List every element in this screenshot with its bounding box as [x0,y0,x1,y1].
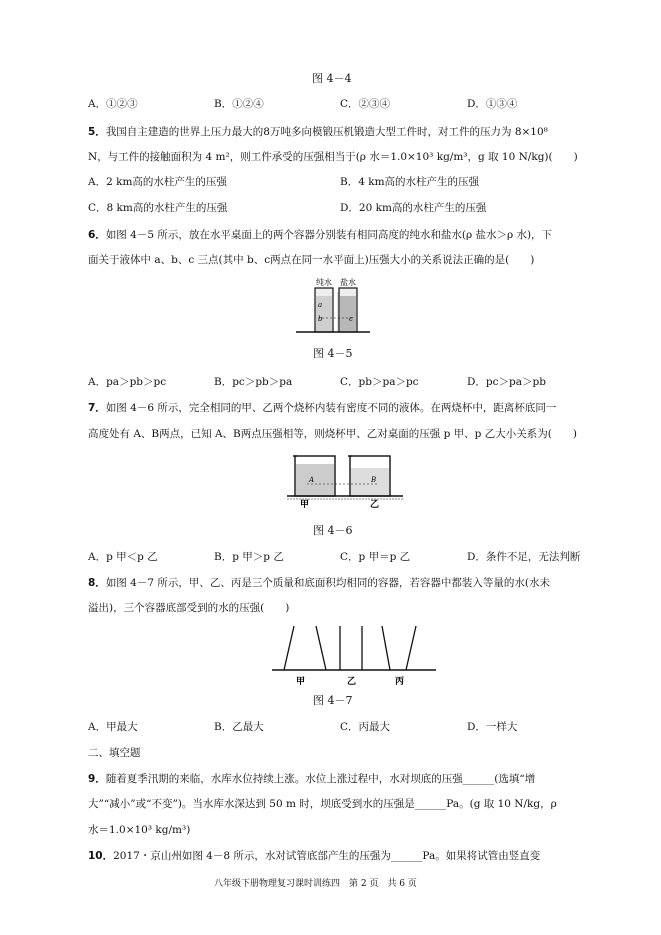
q7-option-d: D．条件不足，无法判断 [467,551,581,563]
q6-option-d: D．pc＞pa＞pb [467,376,546,388]
question-8-number: 8． [88,577,106,589]
figure-caption-4-6: 图 4－6 [313,524,353,537]
label-bing: 丙 [395,677,405,687]
q5-option-a: A．2 km高的水柱产生的压强 [88,176,227,188]
q8-option-d: D．一样大 [467,721,518,733]
page-footer: 八年级下册物理复习课时训练四 第 2 页 共 6 页 [214,879,417,889]
figure-caption-4-4: 图 4－4 [312,72,352,85]
container-jia [284,626,326,670]
question-5-number: 5． [88,126,106,138]
figure-caption-4-5: 图 4－5 [313,347,353,360]
q4-option-d: D．①③④ [467,98,518,110]
question-8-line1: 8．如图 4－7 所示，甲、乙、丙是三个质量和底面积均相同的容器，若容器中都装入等量的水(水未 [88,577,550,589]
label-pure-water: 纯水 [316,278,332,287]
container-bing [382,626,416,670]
q4-option-c: C．②③④ [340,98,391,110]
q5-option-d: D．20 km高的水柱产生的压强 [340,202,487,214]
figure-caption-4-7: 图 4－7 [313,694,353,707]
label-jia: 甲 [300,500,310,508]
question-5-line1: 5．我国自主建造的世界上压力最大的8万吨多向模锻压机锻造大型工件时，对工件的压力为 8×10⁸ [88,126,548,138]
q8-option-a: A．甲最大 [88,721,138,733]
question-9-line3: 水＝1.0×10³ kg/m³) [88,824,191,836]
label-yi: 乙 [347,677,357,687]
pure-water-beaker [315,288,333,332]
point-c: c [349,315,353,323]
question-6-line2: 面关于液体中 a、b、c 三点(其中 b、c两点在同一水平面上)压强大小的关系说法正确的是( ) [88,254,535,266]
question-6-line1: 6．如图 4－5 所示，放在水平桌面上的两个容器分别装有相同高度的纯水和盐水(ρ 盐水＞ρ 水)，下 [88,229,553,241]
figure-4-7 [270,620,440,690]
label-salt-water: 盐水 [340,278,356,287]
section-heading-fill-in: 二、填空题 [88,747,141,759]
question-9-line2: 大”“减小”或“不变”)。当水库水深达到 50 m 时，坝底受到水的压强是______Pa。(g 取 10 N/kg，ρ [88,798,557,810]
q7-option-b: B．p 甲＞p 乙 [214,551,284,563]
q7-option-a: A．p 甲＜p 乙 [88,551,158,563]
point-b: b [318,315,323,323]
question-8-line2: 溢出)，三个容器底部受到的水的压强( ) [88,602,290,614]
point-A: A [309,476,315,484]
q6-option-c: C．pb＞pa＞pc [340,376,419,388]
q4-option-b: B．①②④ [214,98,264,110]
point-a: a [318,301,323,309]
q6-option-b: B．pc＞pb＞pa [214,376,293,388]
question-9-line1: 9．随着夏季汛期的来临，水库水位持续上涨。水位上涨过程中，水对坝底的压强______(选填“增 [88,773,536,785]
question-7-number: 7． [88,402,106,414]
figure-4-6 [285,446,405,508]
q7-option-c: C．p 甲＝p 乙 [340,551,411,563]
q5-option-b: B．4 km高的水柱产生的压强 [340,176,480,188]
beaker-yi [348,456,390,496]
q6-option-a: A．pa＞pb＞pc [88,376,167,388]
q4-option-a: A．①②③ [88,98,138,110]
question-5-line2: N，与工件的接触面积为 4 m²，则工件承受的压强相当于(ρ 水＝1.0×10³ kg/m³，g 取 10 N/kg)( ) [88,151,578,163]
container-yi [340,626,362,670]
salt-water-beaker [339,288,357,332]
label-yi: 乙 [370,500,380,508]
question-10-line1: 10．2017・京山州如图 4－8 所示，水对试管底部产生的压强为______Pa。如果将试管由竖直变 [88,850,541,862]
q8-option-c: C．丙最大 [340,721,391,733]
point-B: B [371,476,377,484]
q8-option-b: B．乙最大 [214,721,264,733]
q5-option-c: C．8 km高的水柱产生的压强 [88,202,228,214]
question-6-number: 6． [88,229,106,241]
label-jia: 甲 [296,677,306,687]
figure-4-5 [288,274,378,334]
question-7-line1: 7．如图 4－6 所示，完全相同的甲、乙两个烧杯内装有密度不同的液体。在两烧杯中，距离杯底同一 [88,402,557,414]
question-7-line2: 高度处有 A、B两点，已知 A、B两点压强相等，则烧杯甲、乙对桌面的压强 p 甲、p 乙大小关系为( ) [88,428,577,440]
question-10-number: 10． [88,850,114,862]
question-9-number: 9． [88,773,106,785]
